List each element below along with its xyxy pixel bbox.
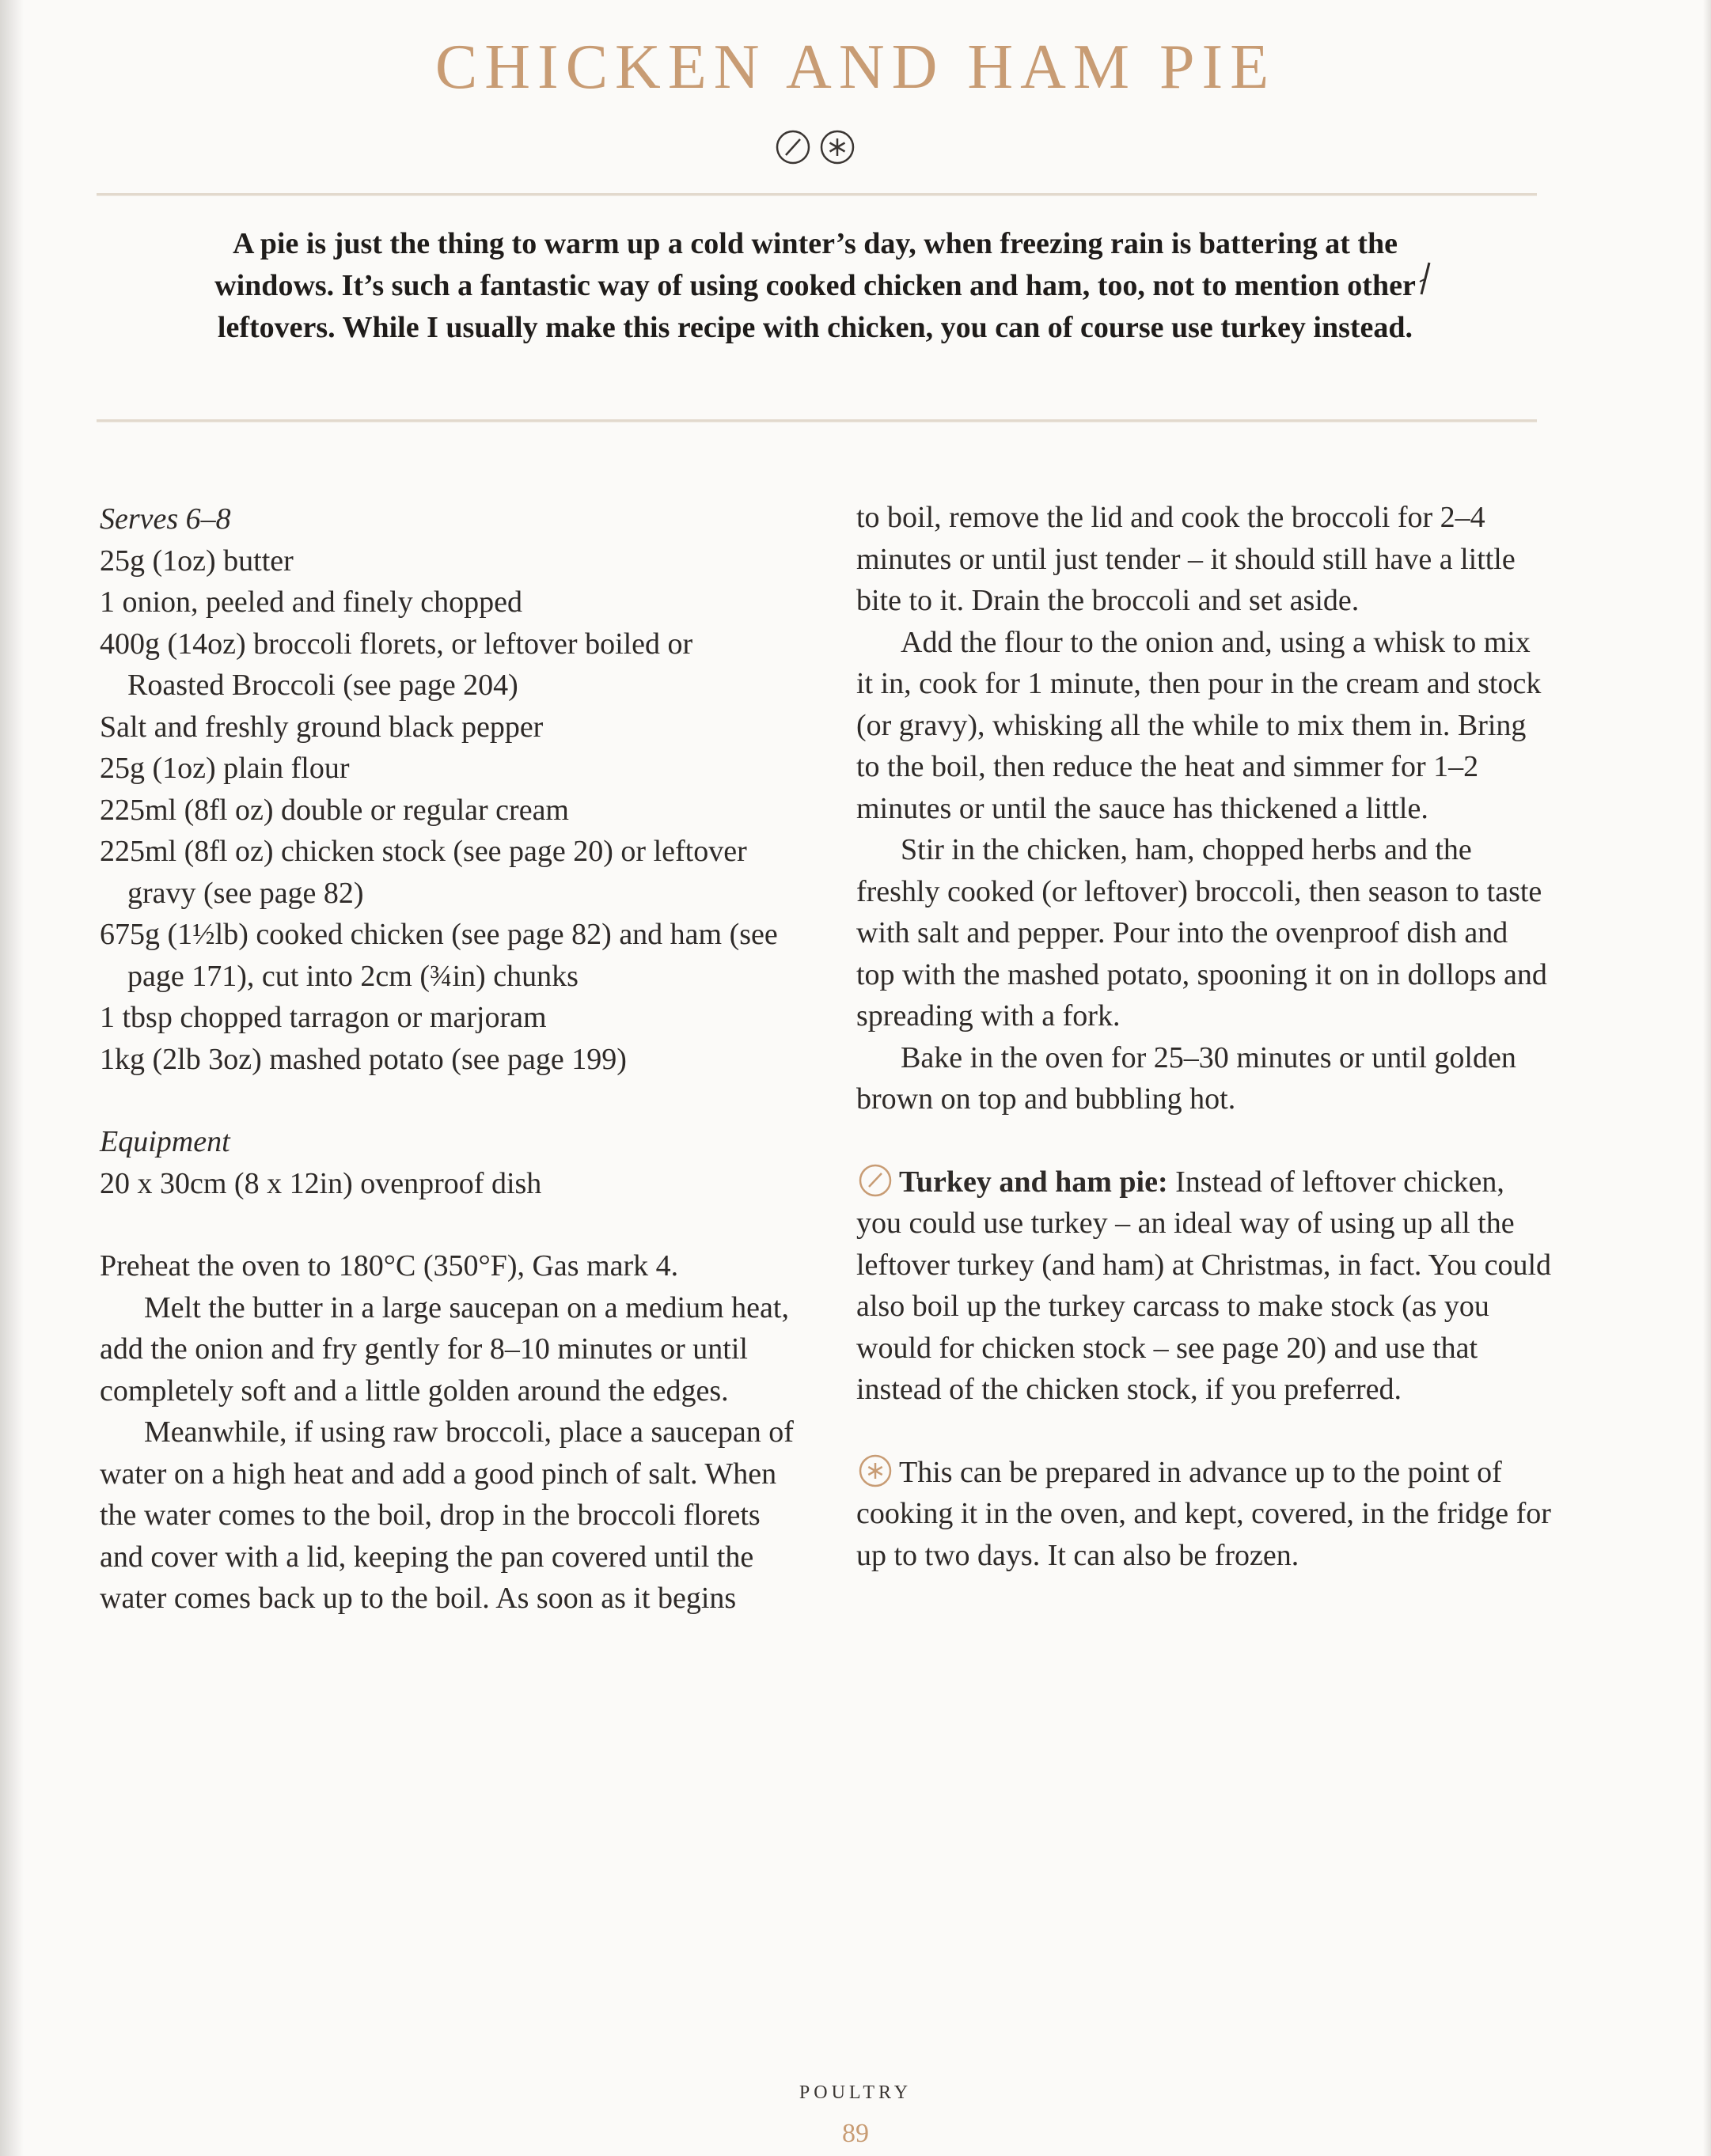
ingredient-item: 675g (1½lb) cooked chicken (see page 82) and ham (see page 171), cut into 2cm (¾in) chunks [100,918,778,993]
recipe-icons [774,128,864,172]
ingredient-item: 1kg (2lb 3oz) mashed potato (see page 199) [100,1042,627,1076]
page-number: 89 [842,2119,869,2148]
equipment-label: Equipment [100,1125,230,1158]
method-paragraph: Stir in the chicken, ham, chopped herbs and the freshly cooked (or leftover) broccoli, then season to taste with salt and pepper. Pour into the ovenproof dish and top with the mashed potato, spooning it on in dollops and spreading with a fork. [856,833,1547,1033]
freeze-note-text: This can be prepared in advance up to the point of cooking it in the oven, and kept, covered, in the fridge for up to two days. It can also be frozen. [856,1455,1551,1572]
bottom-rule [97,419,1537,422]
ingredient-item: 400g (14oz) broccoli florets, or leftover boiled or Roasted Broccoli (see page 204) [100,627,693,702]
method-paragraph: Add the flour to the onion and, using a whisk to mix it in, cook for 1 minute, then pour in the cream and stock (or gravy), whisking all the while to mix them in. Bring to the boil, then reduce the heat and simmer for 1–2 minutes or until the sauce has thickened a little. [856,625,1542,825]
ingredient-item: 25g (1oz) butter [100,544,294,578]
method-paragraph: to boil, remove the lid and cook the broccoli for 2–4 minutes or until just tender – it should still have a little bite to it. Drain the broccoli and set aside. [856,501,1516,617]
method-paragraph: Bake in the oven for 25–30 minutes or until golden brown on top and bubbling hot. [856,1040,1516,1116]
pencil-tick-mark [1415,260,1434,299]
page-edge-shadow [0,0,24,2156]
method-paragraph: Preheat the oven to 180°C (350°F), Gas mark 4. [100,1249,679,1283]
method-paragraph: Meanwhile, if using raw broccoli, place a saucepan of water on a high heat and add a good pinch of salt. When the water comes to the boil, drop in the broccoli florets and cover with a lid, keeping the pan covered until the water comes back up to the boil. As soon as it begins [100,1415,794,1615]
freeze-icon [818,128,856,166]
top-rule [97,193,1537,196]
right-column [856,497,1553,1576]
leftover-icon [856,1161,894,1199]
page-right-edge [1703,0,1711,2156]
freeze-note [856,1452,1553,1577]
recipe-title: CHICKEN AND HAM PIE [434,32,1277,102]
ingredient-item: 25g (1oz) plain flour [100,752,350,785]
method-paragraph: Melt the butter in a large saucepan on a medium heat, add the onion and fry gently for 8–10 minutes or until completely soft and a little golden around the edges. [100,1290,789,1408]
ingredient-item: 1 onion, peeled and finely chopped [100,585,522,619]
ingredient-item: 1 tbsp chopped tarragon or marjoram [100,1001,547,1034]
equipment-item: 20 x 30cm (8 x 12in) ovenproof dish [100,1166,542,1200]
left-column [100,498,796,1620]
freeze-icon [856,1452,894,1490]
variation-heading: Turkey and ham pie: [899,1165,1168,1199]
variation-text: Instead of leftover chicken, you could use turkey – an ideal way of using up all the leftover turkey (and ham) at Christmas, in fact. You could also boil up the turkey carcass to make stock (as you would for chicken stock – see page 20) and use that instead of the chicken stock, if you preferred. [856,1165,1552,1406]
ingredient-item: 225ml (8fl oz) chicken stock (see page 20) or leftover gravy (see page 82) [100,835,747,910]
ingredient-item: 225ml (8fl oz) double or regular cream [100,793,569,827]
leftover-icon [774,128,812,166]
section-name: POULTRY [799,2082,912,2103]
serves-label: Serves 6–8 [100,502,231,536]
variation-note [856,1161,1553,1411]
ingredient-item: Salt and freshly ground black pepper [100,710,544,744]
intro-paragraph: A pie is just the thing to warm up a cold winter’s day, when freezing rain is battering at the windows. It’s such a fantastic way of using cooked chicken and ham, too, not to mention other leftovers. While I usually make this recipe with chicken, you can of course use turkey instead. [214,227,1416,344]
